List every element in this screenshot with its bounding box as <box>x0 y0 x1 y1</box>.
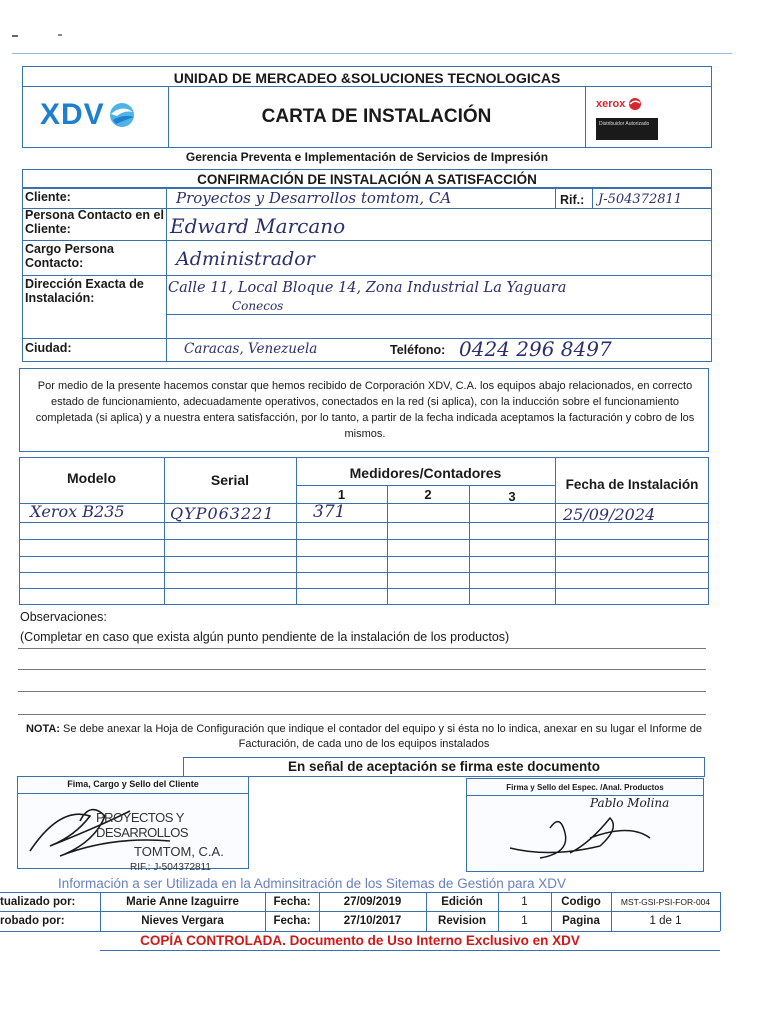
unit-title: UNIDAD DE MERCADEO &SOLUCIONES TECNOLOGICAS <box>173 70 561 86</box>
contacto-label: Persona Contacto en el Cliente: <box>25 208 164 236</box>
row-rule <box>22 240 712 241</box>
spec-signature-scribble <box>490 808 670 868</box>
doc-title: CARTA DE INSTALACIÓN <box>261 106 492 127</box>
row-rule <box>22 275 712 276</box>
rif-divider <box>555 188 556 208</box>
top-rule <box>12 53 732 54</box>
scan-speck <box>12 35 18 37</box>
xdv-swirl-icon <box>107 100 137 130</box>
footer-r1-codigo-label: Codigo <box>561 895 601 908</box>
footer-col-rule <box>720 892 721 931</box>
direccion-label: Dirección Exacta de Instalación: <box>25 277 144 305</box>
header-subtitle: Gerencia Preventa e Implementación de Servicios de Impresión <box>185 150 549 164</box>
xdv-logo-text: XDV <box>40 98 105 131</box>
col-modelo: Modelo <box>67 470 116 486</box>
col-serial: Serial <box>210 472 250 488</box>
cliente-label: Cliente: <box>25 190 71 204</box>
col-sub-3: 3 <box>508 489 516 504</box>
col-fecha-instalacion: Fecha de Instalación <box>565 476 699 492</box>
footer-rule <box>0 931 720 932</box>
table-row-rule <box>19 556 709 557</box>
footer-r1-edicion: 1 <box>521 895 528 908</box>
row-modelo: Xerox B235 <box>30 502 125 521</box>
footer-r1-codigo: MST-GSI-PSI-FOR-004 <box>620 896 711 907</box>
footer-r2-fecha-label: Fecha: <box>273 915 311 927</box>
footer-r2-pagina: 1 de 1 <box>649 915 682 927</box>
statement-text: Por medio de la presente hacemos constar que hemos recibido de Corporación XDV, C.A. los equipos abajo relacionados, en correcto estado de funcionamiento, adecuadamente operativos, conectados en la red (si aplica), con la inducción sobre el funcionamiento completada (si aplica) y a nuestra entera satisfacción, por lo tanto, a partir de la fecha indicada aceptamos la facturación y cobro de los mismos. <box>35 380 695 440</box>
table-row-rule <box>19 572 709 573</box>
direccion-value-2: Conecos <box>232 299 284 313</box>
observaciones-line <box>18 669 706 670</box>
xerox-caption: Distribuidor Autorizado <box>599 121 650 127</box>
cliente-value: Proyectos y Desarrollos tomtom, CA <box>176 189 452 207</box>
observaciones-line <box>18 691 706 692</box>
xerox-logo <box>596 94 662 146</box>
observaciones-label: Observaciones: <box>20 610 107 624</box>
confirmation-title: CONFIRMACIÓN DE INSTALACIÓN A SATISFACCIÓN <box>197 172 537 187</box>
spec-signature-name: Pablo Molina <box>590 796 670 810</box>
contacto-value: Edward Marcano <box>170 214 346 238</box>
nota <box>24 722 704 752</box>
telefono-value: 0424 296 8497 <box>459 337 612 361</box>
xdv-logo <box>40 98 137 132</box>
footer-rule <box>100 950 720 951</box>
row-serial: QYP063221 <box>170 504 275 523</box>
spec-signature-label: Firma y Sello del Espec. /Anal. Productos <box>506 783 664 792</box>
col-medidores: Medidores/Contadores <box>349 465 502 481</box>
ciudad-value: Caracas, Venezuela <box>184 341 318 357</box>
footer-r2-pagina-label: Pagina <box>562 915 600 927</box>
telefono-label: Teléfono: <box>390 343 446 357</box>
xerox-ball-icon <box>628 97 642 111</box>
scan-speck <box>58 34 62 36</box>
footer-r1-fecha-label: Fecha: <box>273 895 311 908</box>
footer-r2-label: robado por: <box>0 915 65 927</box>
footer-r2-fecha: 27/10/2017 <box>343 915 402 927</box>
acceptance-title: En señal de aceptación se firma este documento <box>287 759 601 774</box>
xerox-caption-box <box>596 118 658 140</box>
rif-value: J-504372811 <box>598 192 683 207</box>
rif-divider <box>592 188 593 208</box>
footer-r1-label: tualizado por: <box>0 895 76 908</box>
header-divider-right <box>585 86 586 148</box>
col-sub-2: 2 <box>424 487 432 502</box>
xerox-logo-text: xerox <box>596 98 626 110</box>
rif-label: Rif.: <box>560 193 585 207</box>
footer-r2-revision: 1 <box>521 915 528 927</box>
direccion-value: Calle 11, Local Bloque 14, Zona Industrial La Yaguara <box>168 280 567 296</box>
stamp-line-2: TOMTOM, C.A. <box>134 844 224 859</box>
observaciones-line <box>18 648 706 649</box>
row-contador-1: 371 <box>313 502 346 522</box>
cargo-label: Cargo Persona Contacto: <box>25 242 114 270</box>
nota-label: NOTA: <box>25 723 60 735</box>
cargo-value: Administrador <box>176 248 315 270</box>
row-rule <box>166 314 712 315</box>
footer-r2-revision-label: Revision <box>438 915 486 927</box>
company-stamp <box>96 810 266 873</box>
table-row-rule <box>19 588 709 589</box>
ciudad-label: Ciudad: <box>25 341 72 355</box>
client-sig-rule <box>17 793 249 794</box>
nota-text: Se debe anexar la Hoja de Configuración que indique el contador del equipo y si ésta no lo indica, anexar en su lugar el Informe de Facturación, de cada uno de los equipos instalados <box>63 723 703 750</box>
row-fecha: 25/09/2024 <box>563 505 656 524</box>
footer-r2-name: Nieves Vergara <box>141 915 224 927</box>
stamp-line-3: RIF.: J-504372811 <box>130 862 211 873</box>
stamp-line-1: PROYECTOS Y DESARROLLOS <box>96 810 189 840</box>
client-signature-label: Fima, Cargo y Sello del Cliente <box>67 779 199 789</box>
footer-r1-edicion-label: Edición <box>441 895 483 908</box>
table-row-rule <box>19 539 709 540</box>
footer-r1-name: Marie Anne Izaguirre <box>126 895 239 908</box>
controlled-copy-notice: COPÍA CONTROLADA. Documento de Uso Interno Exclusivo en XDV <box>140 933 580 948</box>
col-sub-1: 1 <box>337 487 346 502</box>
observaciones-hint: (Completar en caso que exista algún punto pendiente de la instalación de los productos) <box>20 630 510 644</box>
observaciones-line <box>18 714 706 715</box>
footer-r1-fecha: 27/09/2019 <box>343 895 402 908</box>
footer-info-line: Información a ser Utilizada en la Adminsitración de los Sitemas de Gestión para XDV <box>58 876 566 891</box>
